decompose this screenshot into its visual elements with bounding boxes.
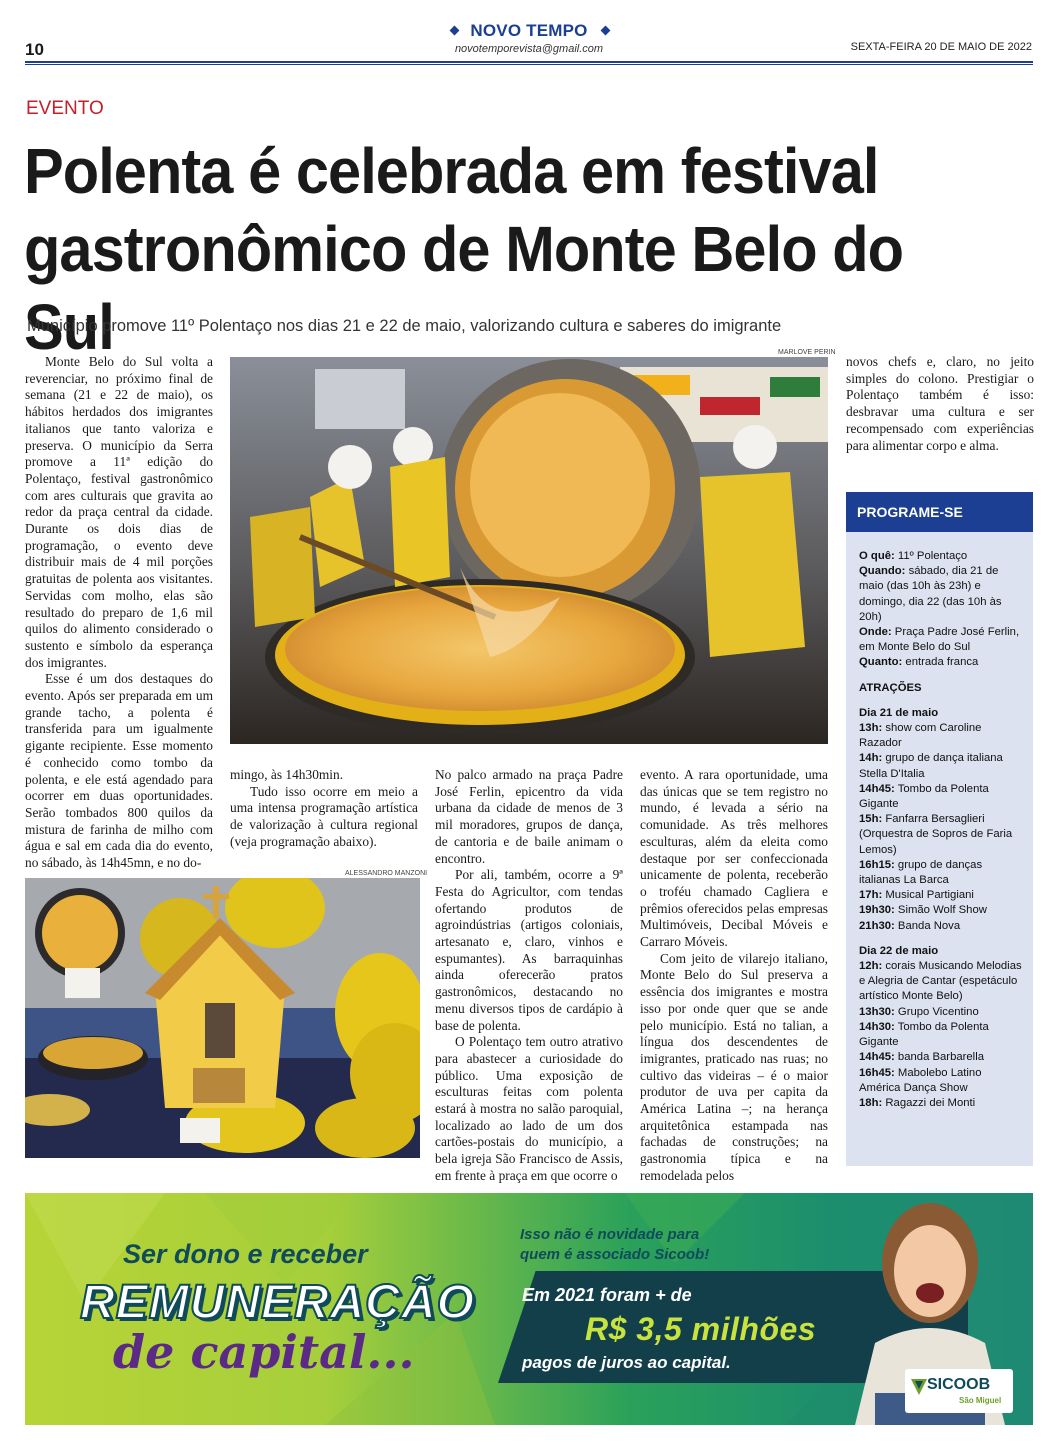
photo-polenta-sculpture [25,878,420,1158]
schedule-text: banda Barbarella [894,1051,984,1064]
programme-box [846,492,1033,1166]
schedule-text: Tombo da Polenta Gigante [859,1020,989,1049]
subheadline: Município promove 11º Polentaço nos dias 21 e 22 de maio, valorizando cultura e saberes do imigrante [27,317,782,335]
schedule-time: 13h30: [859,1005,895,1018]
info-label: Onde: [859,626,892,639]
ad-year-text: Em 2021 foram + de [522,1285,692,1305]
day1-item [859,858,1025,888]
schedule-text: corais Musicando Melodias e Alegria de Cantar (espetáculo artístico Monte Belo) [859,960,1022,1003]
schedule-time: 14h45: [859,782,895,795]
sicoob-advertisement[interactable] [25,1193,1033,1425]
schedule-text: show com Caroline Razador [859,722,982,750]
day1-item [859,751,1025,781]
paper-name: NOVO TEMPO [470,21,588,40]
issue-date: SEXTA-FEIRA 20 DE MAIO DE 2022 [850,41,1032,53]
photo-sculpture-image [25,878,420,1158]
schedule-text: Banda Nova [894,919,961,932]
ad-amount: R$ 3,5 milhões [585,1311,817,1347]
info-label: Quanto: [859,656,903,669]
day1-item [859,919,1025,934]
day2-title: Dia 22 de maio [859,944,939,957]
schedule-text: Mabolebo Latino América Dança Show [859,1066,982,1094]
info-where [859,625,1025,655]
schedule-text: grupo de danças italianas La Barca [859,858,983,887]
ad-tagline-line: Isso não é novidade para [520,1226,700,1243]
day2-item [859,1005,1025,1020]
header-rule [25,64,1033,65]
paragraph: O Polentaço tem outro atrativo para abastecer a curiosidade do público. Uma exposição de esculturas feitas com polenta estará à mostra no salão paroquial, localizado ao lado de um dos cartões-postais do município, a bela igreja São Francisco de Assis, em frente à praça em que ocorre o [435,1034,623,1183]
ad-headline-big: REMUNERAÇÃO [80,1276,475,1329]
schedule-time: 19h30: [859,904,895,917]
day1-title: Dia 21 de maio [859,706,939,719]
paragraph: mingo, às 14h30min. [230,767,344,782]
sicoob-mark-icon [909,1377,929,1397]
schedule-text: Simão Wolf Show [894,904,987,917]
schedule-time: 13h: [859,722,883,735]
day2-item [859,1050,1025,1065]
day2-item [859,1096,1025,1111]
info-price [859,655,1025,670]
info-label: Quando: [859,565,906,578]
day2-item [859,959,1025,1005]
day1-item [859,888,1025,903]
schedule-text: Grupo Vicentino [894,1005,979,1018]
info-what [859,549,1025,564]
sicoob-logo-text: SICOOB [927,1376,991,1393]
day2-item [859,1020,1025,1050]
photo-polenta-pouring [230,357,828,744]
day1-item [859,812,1025,858]
photo-credit: MARLOVE PERIN [778,349,836,356]
article-column-3 [435,767,623,1185]
info-value: 11º Polentaço [894,550,968,562]
article-column-1 [25,354,213,872]
headline-line: gastronômico de Monte Belo do Sul [24,213,904,363]
schedule-time: 16h45: [859,1066,895,1079]
paragraph: novos chefs e, claro, no jeito simples do colono. Prestigiar o Polentaço também é isso: desbravar uma cultura e ser recompensado com experiências para alimentar corpo e alma. [846,354,1034,453]
paragraph: Esse é um dos destaques do evento. Após ser preparada em um grande tacho, a polenta é transferida para um igualmente gigante recipiente. Esse momento é conhecido como tombo da polenta, e ele está agendado para ocorrer em duas oportunidades. Serão tombados 800 quilos da mistura de farinha de milho com água e sal em cada dia do evento, no sábado, às 14h45mn, e no do- [25,671,213,871]
paragraph: Monte Belo do Sul volta a reverenciar, no próximo final de semana (21 e 22 de maio), os hábitos herdados dos imigrantes italianos que tanto valoriza e preserva. O município da Serra promove a 11ª edição do Polentaço, festival gastronômico com ares culturais que gravita ao redor da praça central da cidade. Durante os dois dias de programação, o evento deve distribuir mais de 4 mil porções gratuitas de polenta aos visitantes. Servidas com molho, elas são resultado do preparo de 1,6 mil quilos do alimento considerado o sustento e símbolo da esperança dos imigrantes. [25,354,213,670]
day2-item [859,1066,1025,1096]
photo-credit: ALESSANDRO MANZONI [345,870,428,877]
schedule-text: Tombo da Polenta Gigante [859,782,989,811]
paragraph: Por ali, também, ocorre a 9ª Festa do Agricultor, com tendas ofertando produtos de agroindústrias (artigos coloniais, artesanato e, claro, vinhos e espumantes). As barraquinhas ainda oferecerão pratos gastronômicos, destacando no menu diversos tipos de cardápio à base de polenta. [435,867,623,1033]
sicoob-logo [905,1369,1013,1413]
section-kicker: EVENTO [26,98,104,119]
schedule-time: 14h45: [859,1051,895,1064]
paragraph: Com jeito de vilarejo italiano, Monte Belo do Sul preserva a essência dos imigrantes e mostra isso por onde quer que se ande pelo município. Está no talian, a língua dos descendentes de imigrantes, praticado nas ruas; no cultivo das videiras – é o maior produtor de uva per capita da América Latina –; na herança arquitetônica estampada nas fachadas de construções; na gastronomia típica e na remodelada pelos [640,950,828,1183]
schedule-text: Musical Partigiani [882,889,974,902]
paragraph: Tudo isso ocorre em meio a uma intensa programação artística de valorização à cultura regional (veja programação abaixo). [230,783,418,849]
info-value: sábado, dia 21 de maio (das 10h às 23h) e domingo, dia 22 (das 10h às 20h) [859,565,1002,623]
day1-item [859,903,1025,918]
article-column-2 [230,767,418,851]
ad-tagline [520,1225,709,1265]
ad-headline-script: de capital... [113,1325,415,1379]
schedule-time: 21h30: [859,919,895,932]
paragraph: evento. A rara oportunidade, uma das únicas que se tem registro no mundo, é levada a sério na comunidade. As três melhores esculturas, além da eleita como destaque por ser confeccionada unicamente de polenta, receberão o troféu chamado Cagliera e prêmios oferecidos pelas empresas Multimóveis, Decibal Móveis e Carraro Móveis. [640,767,828,950]
programme-body [846,532,1033,1111]
schedule-text: grupo de dança italiana Stella D'Italia [859,752,1003,780]
schedule-time: 14h: [859,752,883,765]
day1-item [859,721,1025,751]
info-label: O quê: [859,550,895,562]
programme-title: PROGRAME-SE [846,494,1033,532]
masthead [0,0,1058,68]
schedule-time: 16h15: [859,858,895,871]
attractions-title: ATRAÇÕES [859,681,922,694]
day1-item [859,782,1025,812]
schedule-time: 12h: [859,960,883,973]
page-number: 10 [25,40,44,59]
contact-email: novotemporevista@gmail.com [454,43,604,55]
schedule-time: 14h30: [859,1020,895,1033]
ad-detail: pagos de juros ao capital. [522,1353,731,1372]
header-rule [25,61,1033,63]
photo-polenta-image [230,357,828,744]
schedule-time: 18h: [859,1096,883,1109]
article-column-5 [846,354,1034,454]
schedule-time: 15h: [859,813,883,826]
ad-headline-small: Ser dono e receber [123,1239,368,1269]
article-column-4 [640,767,828,1185]
info-value: entrada franca [902,656,979,669]
paragraph: No palco armado na praça Padre José Ferlin, epicentro da vida urbana da cidade de menos de 3 mil moradores, grupos de dança, de cantoria e de baile animam o encontro. [435,767,623,866]
info-when [859,564,1025,625]
sicoob-logo-subtext: São Miguel [959,1396,1002,1405]
ad-tagline-line: quem é associado Sicoob! [520,1246,710,1263]
schedule-time: 17h: [859,889,883,902]
schedule-text: Fanfarra Bersaglieri (Orquestra de Sopros de Faria Lemos) [859,813,1013,856]
headline-line: Polenta é celebrada em festival [24,135,879,207]
schedule-text: Ragazzi dei Monti [882,1096,976,1109]
info-value: Praça Padre José Ferlin, em Monte Belo do Sul [859,626,1020,654]
